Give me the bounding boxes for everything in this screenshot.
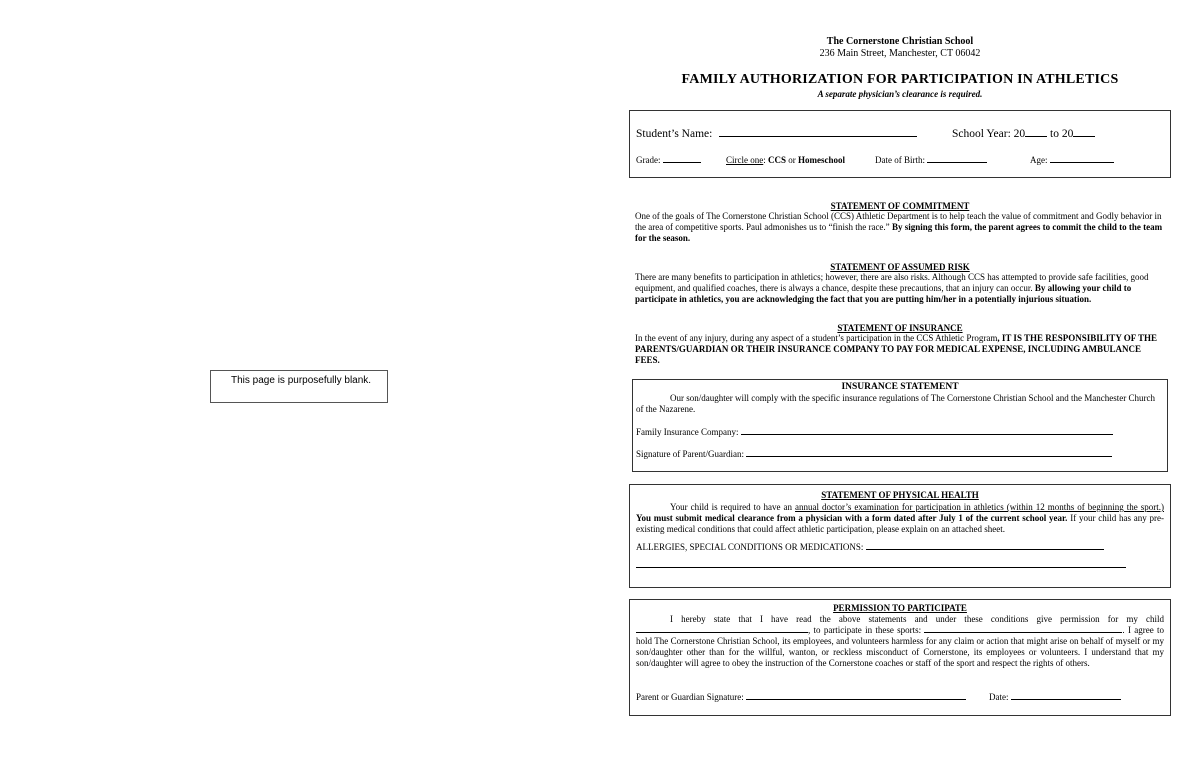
- student-info-box: [629, 110, 1171, 178]
- circle-one-row: [726, 155, 845, 165]
- physical-health-bold: You must submit medical clearance from a physician with a form dated after July 1 of the current school year.: [636, 513, 1068, 523]
- permission-date-label: Date:: [989, 692, 1009, 702]
- allergies-row: [636, 542, 1104, 553]
- school-year-label: School Year: 20: [952, 128, 1026, 140]
- parent-signature-field[interactable]: [746, 456, 1112, 457]
- dob-row: [875, 155, 987, 165]
- ccs-option[interactable]: CCS: [768, 155, 787, 165]
- physical-health-heading: STATEMENT OF PHYSICAL HEALTH: [821, 490, 979, 500]
- page-subtitle: A separate physician’s clearance is required.: [817, 89, 983, 99]
- risk-bold: By allowing your child to participate in athletics, you are acknowledging the fact that you are putting him/her in a potentially injurious situation.: [635, 283, 1132, 304]
- child-name-field[interactable]: [636, 632, 808, 633]
- insurance-bold: , IT IS THE RESPONSIBILITY OF THE PARENTS/GUARDIAN OR THEIR INSURANCE COMPANY TO PAY FOR MEDICAL EXPENSE, INCLUDING AMBULANCE FEES.: [635, 333, 1157, 365]
- commitment-body: One of the goals of The Cornerstone Christian School (CCS) Athletic Department is to help teach the value of commitment and Godly behavior in the area of competitive sports. Paul admonishes us to “finish the race.”: [635, 211, 1162, 232]
- insurance-statement-heading: INSURANCE STATEMENT: [841, 382, 959, 392]
- risk-body: There are many benefits to participation in athletics; however, there are also risks. Although CCS has attempted to provide safe facilities, good equipment, and qualified coaches, there is always a chance, despite these precautions, that an injury can occur.: [635, 272, 1149, 293]
- circle-one-label: Circle one: [726, 155, 764, 165]
- permission-part2: , to participate in these sports:: [808, 625, 922, 635]
- insurance-body: In the event of any injury, during any aspect of a student’s participation in the CCS Athletic Program: [635, 333, 998, 343]
- insurance-heading: STATEMENT OF INSURANCE: [837, 323, 963, 333]
- permission-heading: PERMISSION TO PARTICIPATE: [833, 603, 967, 613]
- permission-signature-label: Parent or Guardian Signature:: [636, 692, 744, 702]
- circle-one-colon: :: [763, 155, 766, 165]
- dob-field[interactable]: [927, 162, 987, 163]
- permission-date-row: [989, 692, 1121, 703]
- insurance-company-label: Family Insurance Company:: [636, 427, 739, 437]
- permission-part3: . I agree to hold The Cornerstone Christian School, its employees, and volunteers harmless for any claim or action that might arise on behalf of myself or my son/daughter other than for the willful, wanton, or reckless misconduct of Cornerstone, its employees or volunteers. I understand that my son/daughter will agree to obey the instruction of the Cornerstone coaches or staff of the sport and respect the rights of others.: [636, 625, 1164, 668]
- permission-heading-wrap: [630, 603, 1170, 613]
- permission-box: [629, 599, 1171, 716]
- permission-signature-row: [636, 692, 966, 703]
- physical-health-text: [636, 502, 1164, 535]
- insurance-company-row: [636, 427, 1113, 438]
- student-name-row: [636, 128, 917, 140]
- grade-row: [636, 155, 701, 165]
- insurance-text: [635, 333, 1165, 366]
- insurance-company-field[interactable]: [741, 434, 1113, 435]
- permission-signature-field[interactable]: [746, 699, 966, 700]
- grade-field[interactable]: [663, 162, 701, 163]
- allergies-field-line-2[interactable]: [636, 567, 1126, 568]
- student-name-field[interactable]: [719, 136, 917, 137]
- school-name: The Cornerstone Christian School: [826, 36, 974, 47]
- dob-label: Date of Birth:: [875, 155, 925, 165]
- permission-text: [636, 614, 1164, 669]
- parent-signature-label: Signature of Parent/Guardian:: [636, 449, 744, 459]
- grade-label: Grade:: [636, 155, 661, 165]
- insurance-statement-body: Our son/daughter will comply with the specific insurance regulations of The Cornerstone Christian School and the Manchester Church of the Nazarene.: [636, 393, 1155, 414]
- permission-part1: I hereby state that I have read the above statements and under these conditions give permission for my child: [670, 614, 1164, 624]
- risk-section: [635, 262, 1165, 305]
- commitment-bold: By signing this form, the parent agrees to commit the child to the team for the season.: [635, 222, 1163, 243]
- age-row: [1030, 155, 1114, 165]
- physical-health-box: [629, 484, 1171, 588]
- commitment-heading: STATEMENT OF COMMITMENT: [830, 201, 970, 211]
- student-name-label: Student’s Name:: [636, 128, 713, 140]
- or-text: or: [788, 155, 796, 165]
- risk-text: [635, 272, 1165, 305]
- allergies-label: ALLERGIES, SPECIAL CONDITIONS OR MEDICATIONS:: [636, 542, 864, 552]
- insurance-section: [635, 323, 1165, 366]
- risk-heading: STATEMENT OF ASSUMED RISK: [830, 262, 970, 272]
- commitment-text: [635, 211, 1165, 244]
- school-year-end-field[interactable]: [1073, 136, 1095, 137]
- school-year-start-field[interactable]: [1025, 136, 1047, 137]
- school-year-to-label: to 20: [1050, 128, 1074, 140]
- school-address: 236 Main Street, Manchester, CT 06042: [819, 48, 981, 59]
- age-field[interactable]: [1050, 162, 1114, 163]
- physical-health-body-start: Your child is required to have an: [670, 502, 796, 512]
- homeschool-option[interactable]: Homeschool: [798, 155, 846, 165]
- school-year-row: [952, 128, 1095, 140]
- commitment-section: [635, 201, 1165, 244]
- insurance-statement-box: [632, 379, 1168, 472]
- physical-health-body-end: If your child has any pre-existing medical conditions that could affect athletic participation, please explain on an attached sheet.: [636, 513, 1164, 534]
- allergies-field[interactable]: [866, 549, 1104, 550]
- authorization-form: [620, 0, 1180, 776]
- permission-date-field[interactable]: [1011, 699, 1121, 700]
- parent-signature-row: [636, 449, 1112, 460]
- page-title: FAMILY AUTHORIZATION FOR PARTICIPATION IN ATHLETICS: [681, 72, 1119, 87]
- physical-health-heading-wrap: [630, 490, 1170, 500]
- blank-page-note: This page is purposefully blank.: [210, 370, 388, 403]
- sports-field[interactable]: [924, 632, 1122, 633]
- physical-health-underlined: annual doctor’s examination for participation in athletics (within 12 months of beginning the sport.): [795, 502, 1165, 512]
- age-label: Age:: [1030, 155, 1048, 165]
